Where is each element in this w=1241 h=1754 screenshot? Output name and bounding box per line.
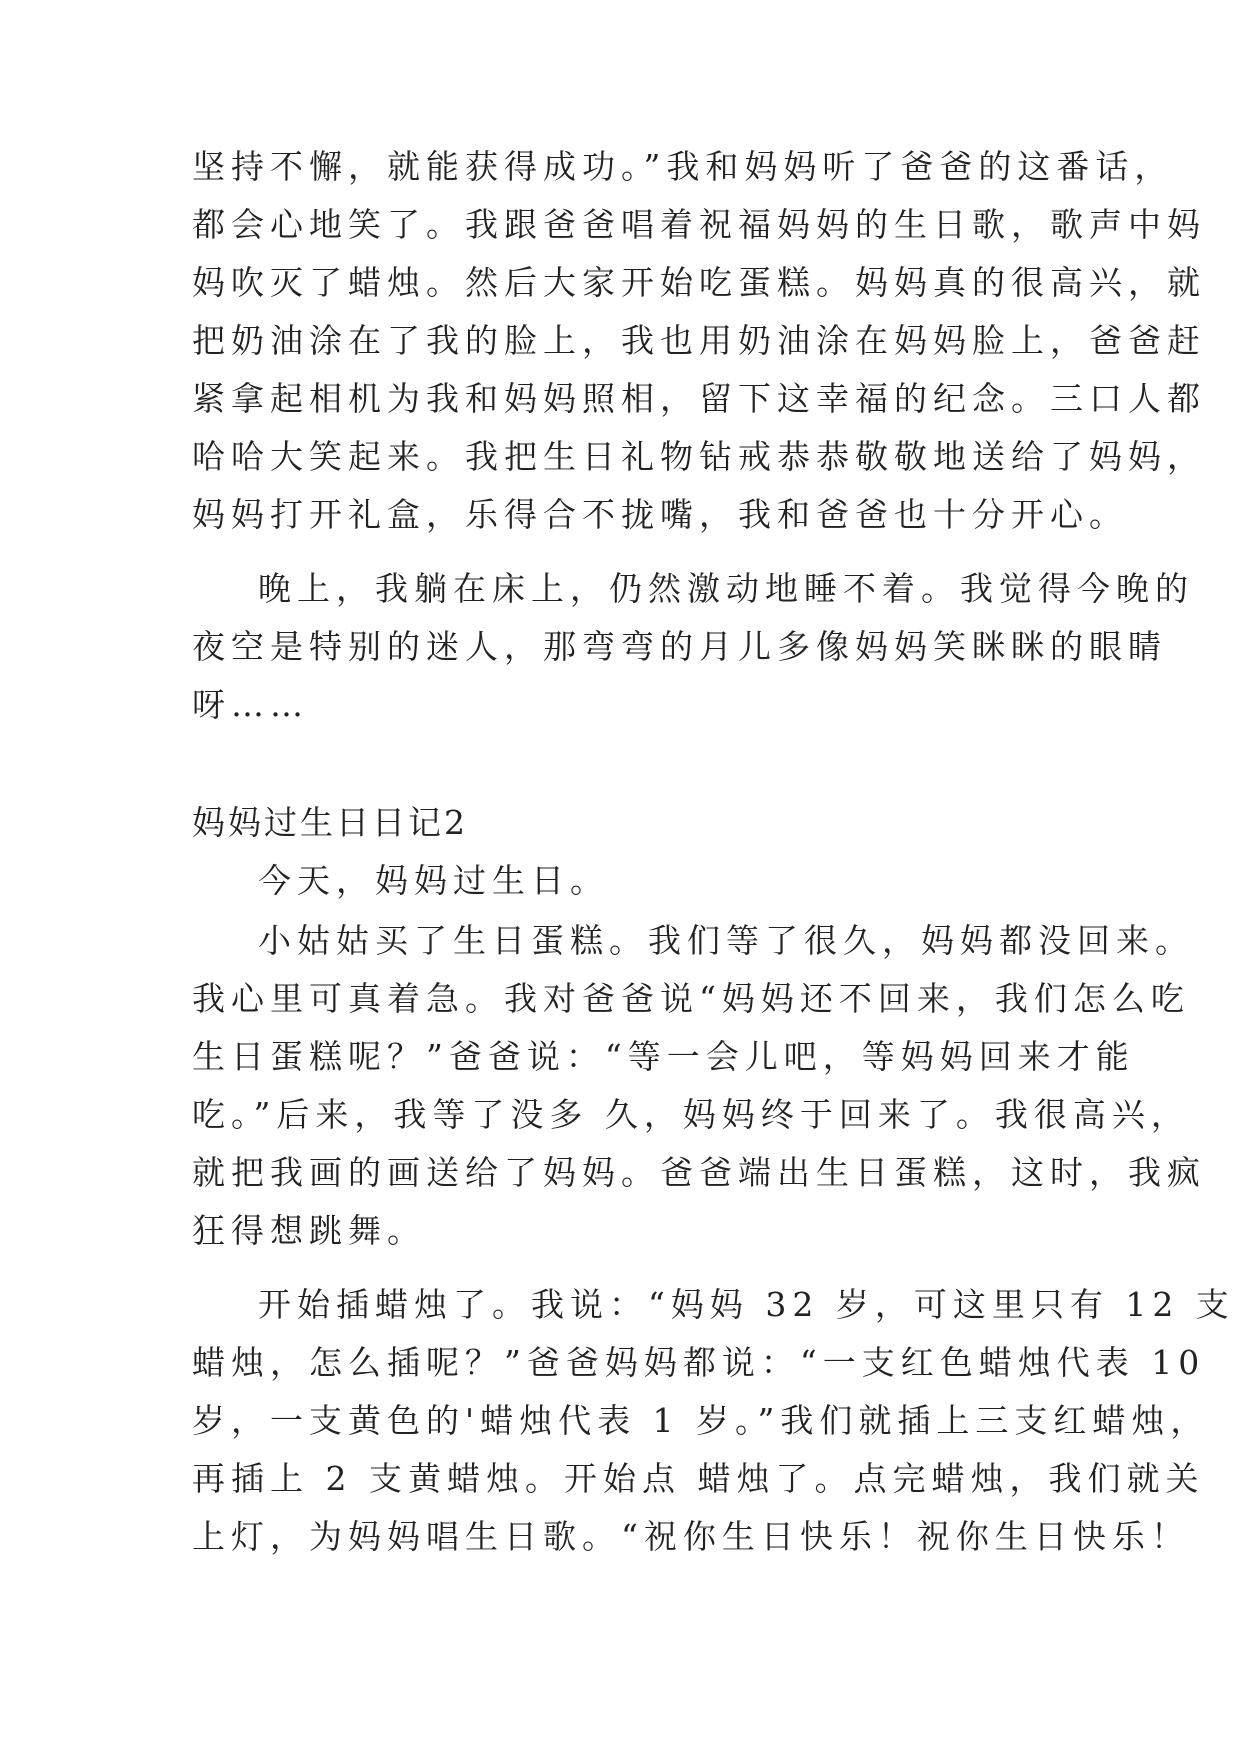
text-line: 妈吹灭了蜡烛。然后大家开始吃蛋糕。妈妈真的很高兴，就 [192, 263, 1206, 302]
paragraph-waiting [192, 912, 1206, 1260]
text-line: 小姑姑买了生日蛋糕。我们等了很久，妈妈都没回来。 [258, 921, 1194, 960]
text-line: 都会心地笑了。我跟爸爸唱着祝福妈妈的生日歌，歌声中妈 [192, 205, 1206, 244]
text-line: 哈哈大笑起来。我把生日礼物钻戒恭恭敬敬地送给了妈妈， [192, 437, 1206, 476]
text-line: 紧拿起相机为我和妈妈照相，留下这幸福的纪念。三口人都 [192, 379, 1206, 418]
paragraph-continuation [192, 138, 1206, 544]
text-line: 就把我画的画送给了妈妈。爸爸端出生日蛋糕，这时，我疯 [192, 1153, 1206, 1192]
text-line: 吃。”后来，我等了没多 久，妈妈终于回来了。我很高兴， [192, 1095, 1190, 1134]
text-line: 生日蛋糕呢？”爸爸说：“等一会儿吧，等妈妈回来才能 [192, 1037, 1135, 1076]
text-line: 我心里可真着急。我对爸爸说“妈妈还不回来，我们怎么吃 [192, 979, 1190, 1018]
text-line: 晚上，我躺在床上，仍然激动地睡不着。我觉得今晚的 [258, 569, 1194, 608]
text-line: 狂得想跳舞。 [192, 1211, 426, 1250]
text-line: 上灯，为妈妈唱生日歌。“祝你生日快乐！祝你生日快乐！ [192, 1517, 1190, 1556]
text-line: 夜空是特别的迷人，那弯弯的月儿多像妈妈笑眯眯的眼睛 [192, 627, 1167, 666]
text-line: 蜡烛，怎么插呢？”爸爸妈妈都说：“一支红色蜡烛代表 10 [192, 1343, 1206, 1382]
paragraph-intro: 今天，妈妈过生日。 [258, 861, 609, 900]
text-line: 岁，一支黄色的'蜡烛代表 1 岁。”我们就插上三支红蜡烛， [192, 1401, 1210, 1440]
paragraph-evening [192, 560, 1194, 734]
paragraph-candles [192, 1276, 1235, 1566]
text-line: 开始插蜡烛了。我说：“妈妈 32 岁，可这里只有 12 支 [258, 1285, 1235, 1324]
text-line: 坚持不懈，就能获得成功。”我和妈妈听了爸爸的这番话， [192, 147, 1174, 186]
text-line: 把奶油涂在了我的脸上，我也用奶油涂在妈妈脸上，爸爸赶 [192, 321, 1206, 360]
diary-title: 妈妈过生日日记2 [192, 803, 468, 842]
text-line: 呀…… [192, 685, 309, 724]
text-line: 妈妈打开礼盒，乐得合不拢嘴，我和爸爸也十分开心。 [192, 495, 1128, 534]
text-line: 再插上 2 支黄蜡烛。开始点 蜡烛了。点完蜡烛，我们就关 [192, 1459, 1205, 1498]
diary-2-section [192, 794, 1072, 910]
